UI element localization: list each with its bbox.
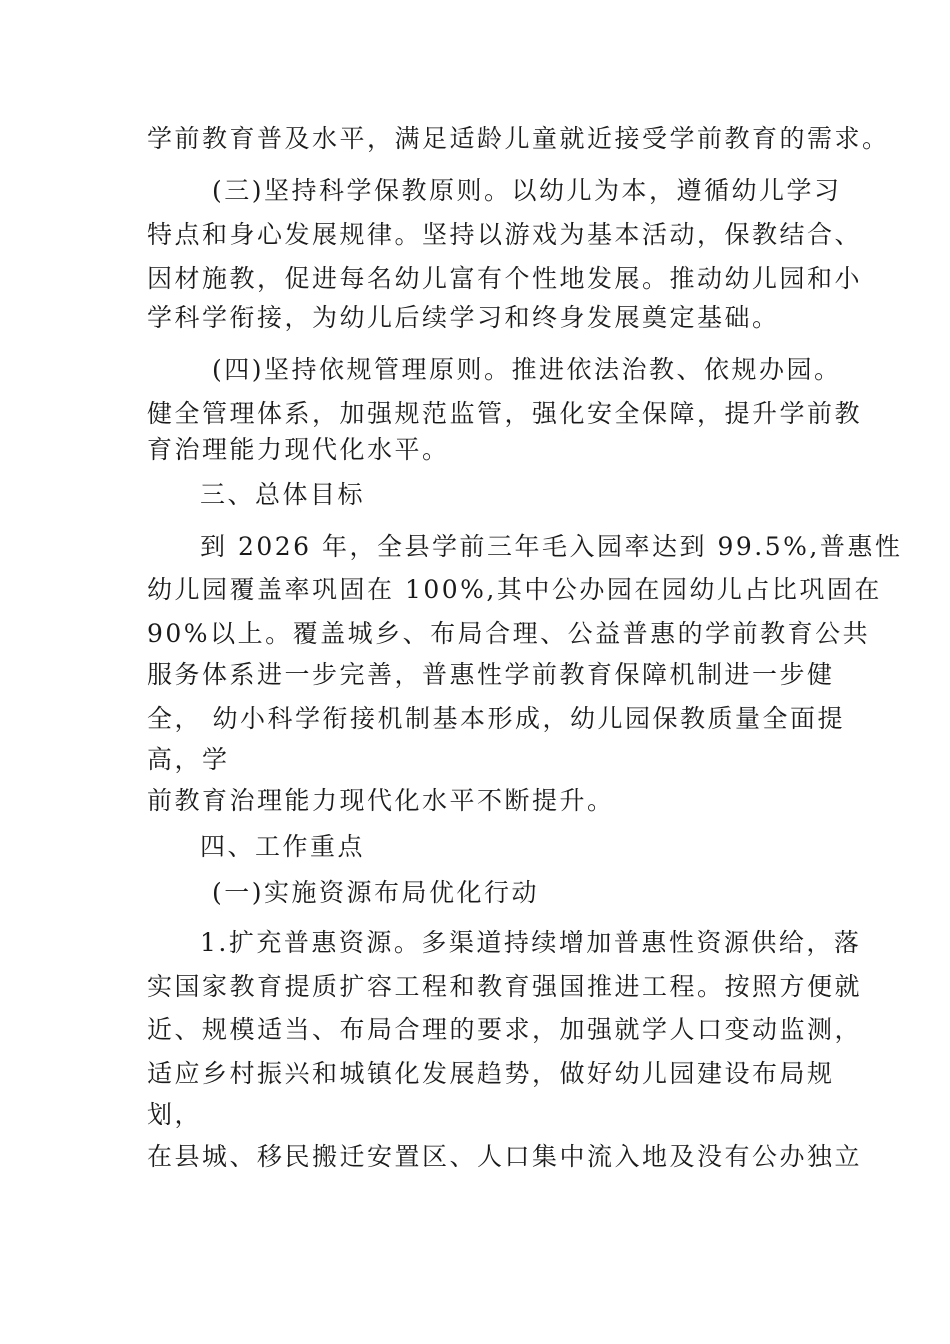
- text-line: 实国家教育提质扩容工程和教育强国推进工程。按照方便就: [147, 972, 863, 1001]
- text-line: 学前教育普及水平，满足适龄儿童就近接受学前教育的需求。: [147, 124, 890, 153]
- text-line: 健全管理体系，加强规范监管，强化安全保障，提升学前教: [147, 399, 863, 428]
- section-heading: 四、工作重点: [200, 832, 366, 861]
- text-line: 1.扩充普惠资源。多渠道持续增加普惠性资源供给，落: [200, 928, 862, 957]
- text-line: 到 2026 年，全县学前三年毛入园率达到 99.5%,普惠性: [200, 532, 903, 561]
- section-heading: 三、总体目标: [200, 480, 366, 509]
- text-line: 幼儿园覆盖率巩固在 100%,其中公办园在园幼儿占比巩固在: [147, 575, 882, 604]
- text-line: 全， 幼小科学衔接机制基本形成，幼儿园保教质量全面提: [147, 704, 845, 733]
- text-line: 育治理能力现代化水平。: [147, 435, 450, 464]
- text-line: 特点和身心发展规律。坚持以游戏为基本活动，保教结合、: [147, 220, 863, 249]
- text-line: 适应乡村振兴和城镇化发展趋势，做好幼儿园建设布局规: [147, 1059, 835, 1088]
- text-line: 高，学: [147, 745, 230, 774]
- text-line: 学科学衔接，为幼儿后续学习和终身发展奠定基础。: [147, 303, 780, 332]
- text-line: 划，: [147, 1100, 203, 1129]
- text-line: 90%以上。覆盖城乡、布局合理、公益普惠的学前教育公共: [147, 619, 871, 648]
- text-line: (四)坚持依规管理原则。推进依法治教、依规办园。: [212, 355, 842, 384]
- text-line: 近、规模适当、布局合理的要求，加强就学人口变动监测，: [147, 1015, 863, 1044]
- text-line: 前教育治理能力现代化水平不断提升。: [147, 786, 615, 815]
- text-line: 在县城、移民搬迁安置区、人口集中流入地及没有公办独立: [147, 1142, 863, 1171]
- text-line: 服务体系进一步完善，普惠性学前教育保障机制进一步健: [147, 660, 835, 689]
- text-line: (三)坚持科学保教原则。以幼儿为本，遵循幼儿学习: [212, 176, 842, 205]
- text-line: 因材施教，促进每名幼儿富有个性地发展。推动幼儿园和小: [147, 264, 863, 293]
- subsection-heading: (一)实施资源布局优化行动: [212, 878, 540, 907]
